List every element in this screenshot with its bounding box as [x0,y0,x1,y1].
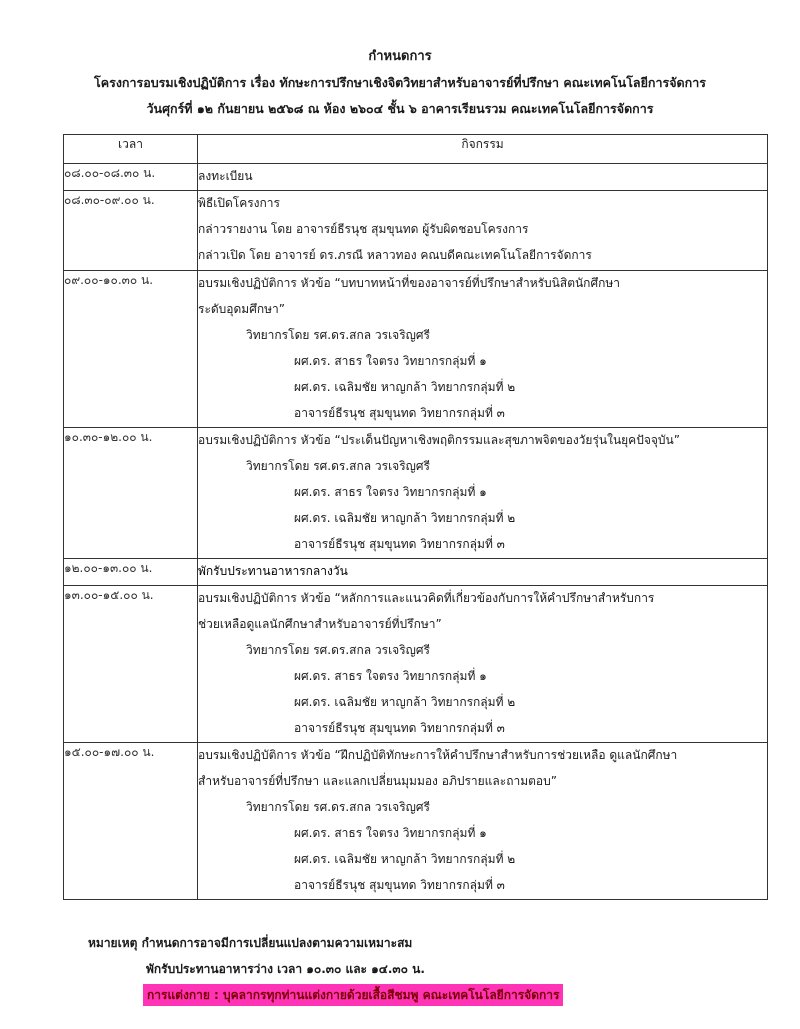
group-speaker-line: อาจารย์ธีรนุช สุมขุนทด วิทยากรกลุ่มที่ ๓ [294,878,505,892]
activity-line: กล่าวเปิด โดย อาจารย์ ดร.ภรณี หลาวทอง คณบดีคณะเทคโนโลยีการจัดการ [198,248,592,262]
activity-cell [198,191,768,271]
activity-line: อบรมเชิงปฏิบัติการ หัวข้อ “ฝึกปฏิบัติทักษะการให้คำปรึกษาสำหรับการช่วยเหลือ ดูแลนักศึกษา [198,748,678,762]
time-cell: ๐๘.๓๐-๐๙.๐๐ น. [64,191,198,271]
activity-cell [198,271,768,428]
table-row-lunch [64,559,768,586]
remark-note: หมายเหตุ กำหนดการอาจมีการเปลี่ยนแปลงตามความเหมาะสม [88,936,413,950]
activity-line: สำหรับอาจารย์ที่ปรึกษา และแลกเปลี่ยนมุมมอง อภิปรายและถามตอบ” [198,774,557,788]
activity-line: ลงทะเบียน [198,169,253,183]
table-row [64,743,768,900]
activity-cell [198,586,768,743]
activity-line: อบรมเชิงปฏิบัติการ หัวข้อ “บทบาทหน้าที่ของอาจารย์ที่ปรึกษาสำหรับนิสิตนักศึกษา [198,276,620,290]
speaker-line: วิทยากรโดย รศ.ดร.สกล วรเจริญศรี [246,643,430,657]
time-cell: ๑๓.๐๐-๑๕.๐๐ น. [64,586,198,743]
activity-cell [198,428,768,559]
time-cell: ๑๕.๐๐-๑๗.๐๐ น. [64,743,198,900]
group-speaker-line: ผศ.ดร. สาธร ใจตรง วิทยากรกลุ่มที่ ๑ [294,826,487,840]
dress-code-note: การแต่งกาย : บุคลากรทุกท่านแต่งกายด้วยเสื้อสีชมพู คณะเทคโนโลยีการจัดการ [143,984,563,1006]
group-speaker-line: ผศ.ดร. เฉลิมชัย หาญกล้า วิทยากรกลุ่มที่ ๒ [294,511,516,525]
activity-line: อบรมเชิงปฏิบัติการ หัวข้อ “ประเด็นปัญหาเชิงพฤติกรรมและสุขภาพจิตของวัยรุ่นในยุคปัจจุบัน” [198,433,680,447]
time-cell: ๐๘.๐๐-๐๘.๓๐ น. [64,164,198,191]
activity-line: กล่าวรายงาน โดย อาจารย์ธีรนุช สุมขุนทด ผู้รับผิดชอบโครงการ [198,222,529,236]
group-speaker-line: ผศ.ดร. สาธร ใจตรง วิทยากรกลุ่มที่ ๑ [294,354,487,368]
notes-section [88,930,563,1008]
speaker-line: วิทยากรโดย รศ.ดร.สกล วรเจริญศรี [246,800,430,814]
time-cell: ๑๐.๓๐-๑๒.๐๐ น. [64,428,198,559]
time-cell: ๐๙.๐๐-๑๐.๓๐ น. [64,271,198,428]
speaker-line: วิทยากรโดย รศ.ดร.สกล วรเจริญศรี [246,328,430,342]
group-speaker-line: ผศ.ดร. เฉลิมชัย หาญกล้า วิทยากรกลุ่มที่ ๒ [294,852,516,866]
activity-cell [198,559,768,586]
column-header-activity: กิจกรรม [198,135,768,164]
activity-line: อบรมเชิงปฏิบัติการ หัวข้อ “หลักการและแนวคิดที่เกี่ยวข้องกับการให้คำปรึกษาสำหรับการ [198,591,655,605]
schedule-table [63,134,768,900]
group-speaker-line: ผศ.ดร. เฉลิมชัย หาญกล้า วิทยากรกลุ่มที่ ๒ [294,695,516,709]
group-speaker-line: ผศ.ดร. สาธร ใจตรง วิทยากรกลุ่มที่ ๑ [294,485,487,499]
activity-line: ช่วยเหลือดูแลนักศึกษาสำหรับอาจารย์ที่ปรึกษา” [198,617,442,631]
activity-line: ระดับอุดมศึกษา” [198,302,285,316]
column-header-time: เวลา [64,135,198,164]
activity-cell [198,743,768,900]
group-speaker-line: อาจารย์ธีรนุช สุมขุนทด วิทยากรกลุ่มที่ ๓ [294,406,505,420]
document-header [0,44,800,122]
table-row [64,191,768,271]
table-row [64,164,768,191]
group-speaker-line: อาจารย์ธีรนุช สุมขุนทด วิทยากรกลุ่มที่ ๓ [294,537,505,551]
group-speaker-line: อาจารย์ธีรนุช สุมขุนทด วิทยากรกลุ่มที่ ๓ [294,721,505,735]
group-speaker-line: ผศ.ดร. เฉลิมชัย หาญกล้า วิทยากรกลุ่มที่ ๒ [294,380,516,394]
table-row [64,428,768,559]
time-cell: ๑๒.๐๐-๑๓.๐๐ น. [64,559,198,586]
event-date-location: วันศุกร์ที่ ๑๒ กันยายน ๒๕๖๘ ณ ห้อง ๒๖๐๔ ชั้น ๖ อาคารเรียนรวม คณะเทคโนโลยีการจัดการ [146,101,654,116]
table-row [64,586,768,743]
table-header-row [64,135,768,164]
activity-cell [198,164,768,191]
document-title: กำหนดการ [368,49,432,64]
speaker-line: วิทยากรโดย รศ.ดร.สกล วรเจริญศรี [246,459,430,473]
table-row [64,271,768,428]
project-title: โครงการอบรมเชิงปฏิบัติการ เรื่อง ทักษะการปรึกษาเชิงจิตวิทยาสำหรับอาจารย์ที่ปรึกษา คณะเทคโนโลยีการจัดการ [94,75,706,90]
activity-line: พิธีเปิดโครงการ [198,196,280,210]
snack-note: พักรับประทานอาหารว่าง เวลา ๑๐.๓๐ และ ๑๔.๓๐ น. [146,962,425,976]
group-speaker-line: ผศ.ดร. สาธร ใจตรง วิทยากรกลุ่มที่ ๑ [294,669,487,683]
activity-line: พักรับประทานอาหารกลางวัน [198,564,348,578]
